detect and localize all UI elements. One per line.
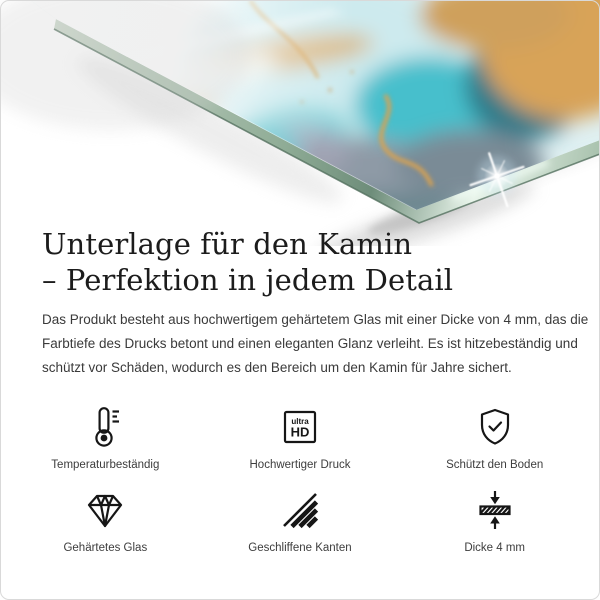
diamond-icon	[83, 488, 127, 532]
feature-label: Gehärtetes Glas	[63, 542, 148, 554]
product-photo	[0, 0, 600, 246]
feature-label: Schützt den Boden	[446, 459, 544, 471]
thermometer-icon	[83, 405, 127, 449]
ultra-hd-icon	[278, 405, 322, 449]
feature-floor-protection	[446, 405, 543, 473]
product-description	[42, 308, 600, 380]
feature-grid	[0, 405, 600, 556]
description-line: schützt vor Schäden, wodurch es den Bereich um den Kamin für Jahre sichert.	[42, 360, 512, 375]
description-line: Das Produkt besteht aus hochwertigem gehärtetem Glas mit einer Dicke von 4 mm, das die	[42, 312, 589, 327]
thickness-icon	[473, 488, 517, 532]
feature-print-quality	[250, 405, 351, 473]
feature-label: Hochwertiger Druck	[249, 459, 351, 471]
ultra-hd-icon-text-top: ultra	[291, 417, 309, 426]
feature-label: Temperaturbeständig	[51, 459, 160, 471]
feature-thickness	[464, 488, 525, 556]
shield-check-icon	[473, 405, 517, 449]
feature-temperature	[51, 405, 159, 473]
glass-panel-image	[0, 0, 600, 246]
feature-polished-edges	[248, 488, 351, 556]
polished-edges-icon	[278, 488, 322, 532]
ultra-hd-icon-text-bottom: HD	[290, 424, 310, 440]
feature-tempered-glass	[63, 488, 147, 556]
title-line-2: – Perfektion in jedem Detail	[42, 263, 454, 297]
title-line-1: Unterlage für den Kamin	[42, 227, 413, 261]
description-line: Farbtiefe des Drucks betont und einen eleganten Glanz verleiht. Es ist hitzebeständig und	[42, 336, 578, 351]
page-title	[42, 226, 600, 298]
feature-label: Dicke 4 mm	[464, 542, 526, 554]
feature-label: Geschliffene Kanten	[248, 542, 352, 554]
